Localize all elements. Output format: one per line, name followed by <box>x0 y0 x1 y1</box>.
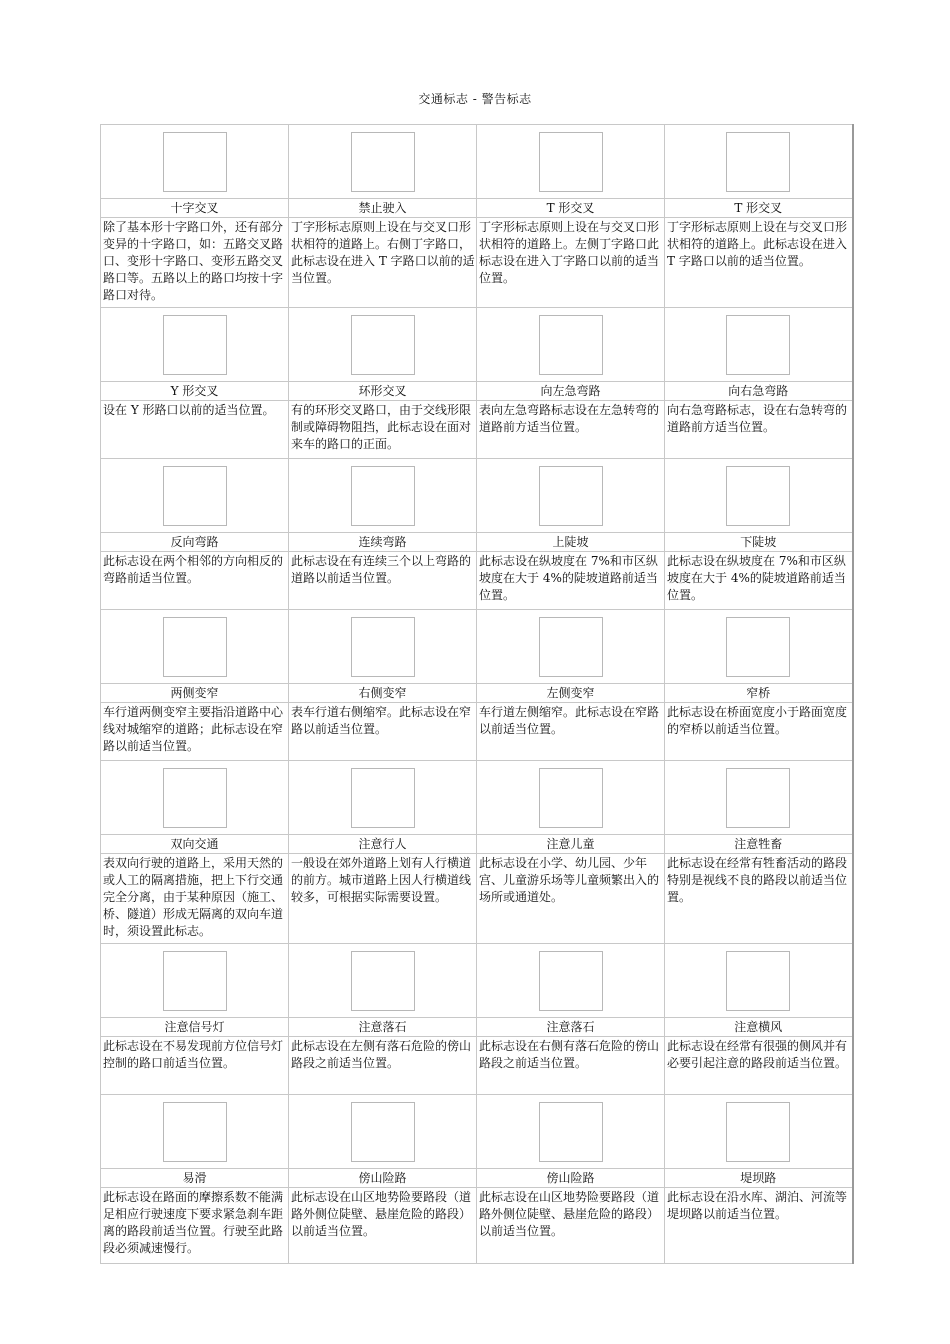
sign-image-cell <box>477 944 665 1018</box>
sign-image-cell <box>477 610 665 684</box>
sign-name-row <box>101 533 853 552</box>
sign-image-cell <box>477 459 665 533</box>
sign-image-placeholder <box>163 1102 227 1162</box>
sign-name: 注意行人 <box>289 835 477 854</box>
sign-desc-row <box>101 703 853 761</box>
sign-name: 注意信号灯 <box>101 1018 289 1037</box>
sign-name: 易滑 <box>101 1169 289 1188</box>
sign-description: 此标志设在沿水库、湖泊、河流等堤坝路以前适当位置。 <box>665 1188 853 1264</box>
sign-image-cell <box>665 761 853 835</box>
sign-image-placeholder <box>726 132 790 192</box>
sign-description: 此标志设在路面的摩擦系数不能满足相应行驶速度下要求紧急刹车距离的路段前适当位置。行驶至此路段必须减速慢行。 <box>101 1188 289 1264</box>
sign-description: 车行道左侧缩窄。此标志设在窄路以前适当位置。 <box>477 703 665 761</box>
sign-name-row <box>101 382 853 401</box>
sign-description: 此标志设在有连续三个以上弯路的道路以前适当位置。 <box>289 552 477 610</box>
sign-description: 丁字形标志原则上设在与交叉口形状相符的道路上。左侧丁字路口此标志设在进入丁字路口以前的适当位置。 <box>477 218 665 308</box>
sign-image-cell <box>665 125 853 199</box>
sign-name-row <box>101 199 853 218</box>
sign-name: 两侧变窄 <box>101 684 289 703</box>
sign-name: T 形交叉 <box>477 199 665 218</box>
sign-description: 表双向行驶的道路上，采用天然的或人工的隔离措施，把上下行交通完全分离，由于某种原因（施工、桥、隧道）形成无隔离的双向车道时，须设置此标志。 <box>101 854 289 944</box>
sign-image-cell <box>101 459 289 533</box>
sign-name: Y 形交叉 <box>101 382 289 401</box>
sign-description: 表车行道右侧缩窄。此标志设在窄路以前适当位置。 <box>289 703 477 761</box>
sign-description: 除了基本形十字路口外，还有部分变异的十字路口，如：五路交叉路口、变形十字路口、变形五路交叉路口等。五路以上的路口均按十字路口对待。 <box>101 218 289 308</box>
sign-image-cell <box>289 761 477 835</box>
sign-image-placeholder <box>351 951 415 1011</box>
sign-image-placeholder <box>539 315 603 375</box>
sign-description: 丁字形标志原则上设在与交叉口形状相符的道路上。右侧丁字路口，此标志设在进入 T 字路口以前的适当位置。 <box>289 218 477 308</box>
sign-desc-row <box>101 1188 853 1264</box>
sign-name: 傍山险路 <box>477 1169 665 1188</box>
sign-image-row <box>101 944 853 1018</box>
sign-name: 禁止驶入 <box>289 199 477 218</box>
sign-image-cell <box>289 125 477 199</box>
sign-name: 向左急弯路 <box>477 382 665 401</box>
sign-image-placeholder <box>163 617 227 677</box>
sign-description: 一般设在郊外道路上划有人行横道的前方。城市道路上因人行横道线较多，可根据实际需要设置。 <box>289 854 477 944</box>
sign-image-placeholder <box>351 768 415 828</box>
sign-name: 下陡坡 <box>665 533 853 552</box>
sign-image-cell <box>101 1095 289 1169</box>
sign-description: 此标志设在右侧有落石危险的傍山路段之前适当位置。 <box>477 1037 665 1095</box>
sign-description: 向右急弯路标志，设在右急转弯的道路前方适当位置。 <box>665 401 853 459</box>
sign-name: 十字交叉 <box>101 199 289 218</box>
sign-image-placeholder <box>726 466 790 526</box>
sign-description: 此标志设在桥面宽度小于路面宽度的窄桥以前适当位置。 <box>665 703 853 761</box>
sign-name-row <box>101 1018 853 1037</box>
sign-image-cell <box>477 761 665 835</box>
sign-description: 设在 Y 形路口以前的适当位置。 <box>101 401 289 459</box>
sign-image-placeholder <box>351 1102 415 1162</box>
sign-description: 丁字形标志原则上设在与交叉口形状相符的道路上。此标志设在进入 T 字路口以前的适当位置。 <box>665 218 853 308</box>
sign-name: 上陡坡 <box>477 533 665 552</box>
sign-image-cell <box>665 944 853 1018</box>
sign-image-cell <box>289 610 477 684</box>
sign-image-placeholder <box>163 768 227 828</box>
sign-name: 注意牲畜 <box>665 835 853 854</box>
sign-description: 此标志设在纵坡度在 7%和市区纵坡度在大于 4%的陡坡道路前适当位置。 <box>477 552 665 610</box>
sign-description: 此标志设在山区地势险要路段（道路外侧位陡壁、悬崖危险的路段）以前适当位置。 <box>289 1188 477 1264</box>
sign-name: 注意落石 <box>289 1018 477 1037</box>
sign-image-placeholder <box>726 768 790 828</box>
sign-image-cell <box>101 944 289 1018</box>
sign-image-cell <box>101 761 289 835</box>
sign-image-placeholder <box>539 951 603 1011</box>
sign-name: T 形交叉 <box>665 199 853 218</box>
sign-image-placeholder <box>539 466 603 526</box>
sign-image-cell <box>665 459 853 533</box>
sign-name: 注意落石 <box>477 1018 665 1037</box>
sign-description: 车行道两侧变窄主要指沿道路中心线对城缩窄的道路；此标志设在窄路以前适当位置。 <box>101 703 289 761</box>
sign-image-placeholder <box>539 132 603 192</box>
sign-desc-row <box>101 218 853 308</box>
sign-desc-row <box>101 552 853 610</box>
sign-image-row <box>101 610 853 684</box>
sign-image-cell <box>665 610 853 684</box>
sign-image-cell <box>101 125 289 199</box>
sign-image-placeholder <box>726 951 790 1011</box>
sign-description: 此标志设在两个相邻的方向相反的弯路前适当位置。 <box>101 552 289 610</box>
sign-desc-row <box>101 401 853 459</box>
sign-image-placeholder <box>726 617 790 677</box>
sign-desc-row <box>101 1037 853 1095</box>
sign-desc-row <box>101 854 853 944</box>
sign-name: 注意横风 <box>665 1018 853 1037</box>
sign-name: 向右急弯路 <box>665 382 853 401</box>
sign-image-cell <box>289 1095 477 1169</box>
sign-name: 注意儿童 <box>477 835 665 854</box>
sign-image-cell <box>477 308 665 382</box>
warning-sign-table-body <box>101 125 853 1264</box>
sign-image-placeholder <box>539 1102 603 1162</box>
sign-image-cell <box>289 308 477 382</box>
warning-sign-table <box>100 124 854 1264</box>
sign-image-placeholder <box>539 617 603 677</box>
sign-image-placeholder <box>163 132 227 192</box>
sign-image-placeholder <box>351 617 415 677</box>
sign-image-placeholder <box>726 315 790 375</box>
sign-image-cell <box>101 308 289 382</box>
page-title: 交通标志 - 警告标志 <box>418 92 532 106</box>
sign-image-cell <box>289 944 477 1018</box>
sign-image-row <box>101 761 853 835</box>
sign-image-placeholder <box>726 1102 790 1162</box>
sign-name: 连续弯路 <box>289 533 477 552</box>
sign-description: 此标志设在经常有牲畜活动的路段特别是视线不良的路段以前适当位置。 <box>665 854 853 944</box>
sign-description: 此标志设在不易发现前方位信号灯控制的路口前适当位置。 <box>101 1037 289 1095</box>
sign-image-row <box>101 1095 853 1169</box>
sign-image-placeholder <box>351 466 415 526</box>
sign-name-row <box>101 1169 853 1188</box>
sign-image-cell <box>477 1095 665 1169</box>
sign-name: 环形交叉 <box>289 382 477 401</box>
sign-image-cell <box>289 459 477 533</box>
sign-image-cell <box>665 308 853 382</box>
sign-image-row <box>101 308 853 382</box>
sign-description: 有的环形交叉路口，由于交线形限制或障碍物阻挡，此标志设在面对来车的路口的正面。 <box>289 401 477 459</box>
sign-description: 此标志设在经常有很强的侧风并有必要引起注意的路段前适当位置。 <box>665 1037 853 1095</box>
sign-name: 窄桥 <box>665 684 853 703</box>
sign-name: 右侧变窄 <box>289 684 477 703</box>
sign-image-cell <box>101 610 289 684</box>
sign-name: 双向交通 <box>101 835 289 854</box>
sign-name-row <box>101 684 853 703</box>
sign-description: 此标志设在小学、幼儿园、少年宫、儿童游乐场等儿童频繁出入的场所或通道处。 <box>477 854 665 944</box>
sign-description: 此标志设在纵坡度在 7%和市区纵坡度在大于 4%的陡坡道路前适当位置。 <box>665 552 853 610</box>
sign-name: 反向弯路 <box>101 533 289 552</box>
sign-name: 左侧变窄 <box>477 684 665 703</box>
sign-image-cell <box>665 1095 853 1169</box>
sign-image-placeholder <box>539 768 603 828</box>
sign-name: 堤坝路 <box>665 1169 853 1188</box>
sign-image-placeholder <box>163 315 227 375</box>
sign-description: 此标志设在左侧有落石危险的傍山路段之前适当位置。 <box>289 1037 477 1095</box>
sign-image-cell <box>477 125 665 199</box>
sign-name: 傍山险路 <box>289 1169 477 1188</box>
sign-description: 此标志设在山区地势险要路段（道路外侧位陡壁、悬崖危险的路段）以前适当位置。 <box>477 1188 665 1264</box>
sign-image-row <box>101 125 853 199</box>
sign-image-placeholder <box>351 315 415 375</box>
sign-image-placeholder <box>163 466 227 526</box>
sign-image-placeholder <box>163 951 227 1011</box>
sign-description: 表向左急弯路标志设在左急转弯的道路前方适当位置。 <box>477 401 665 459</box>
sign-image-row <box>101 459 853 533</box>
sign-image-placeholder <box>351 132 415 192</box>
sign-name-row <box>101 835 853 854</box>
